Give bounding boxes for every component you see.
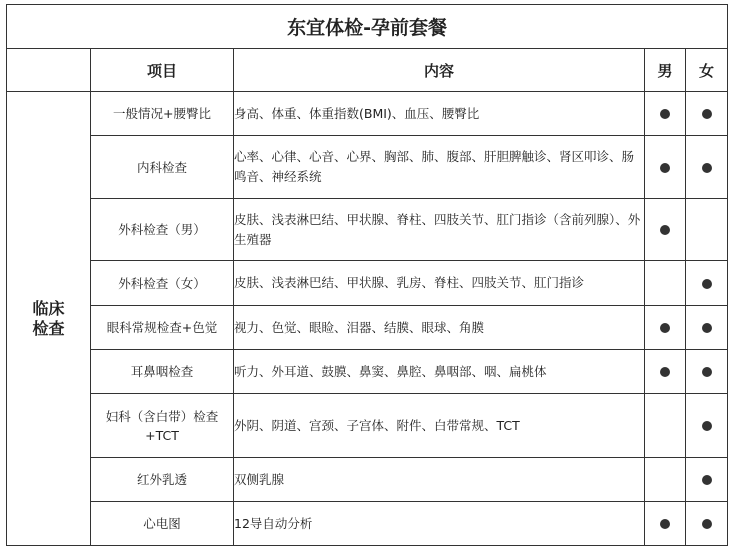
male-mark-cell [645,199,686,261]
included-dot-icon [702,163,712,173]
table-row [7,136,728,199]
table-row [7,199,728,261]
included-dot-icon [702,109,712,119]
item-cell: 红外乳透 [91,458,234,502]
content-cell: 听力、外耳道、鼓膜、鼻窦、鼻腔、鼻咽部、咽、扁桃体 [234,350,645,394]
item-cell: 眼科常规检查+色觉 [91,306,234,350]
included-dot-icon [702,323,712,333]
table-row [7,502,728,546]
included-dot-icon [660,109,670,119]
content-cell: 身高、体重、体重指数(BMI)、血压、腰臀比 [234,92,645,136]
item-cell: 妇科（含白带）检查+TCT [91,394,234,458]
table-row [7,350,728,394]
included-dot-icon [660,367,670,377]
header-female: 女 [686,49,728,92]
male-mark-cell [645,92,686,136]
table-row [7,92,728,136]
package-table [6,4,728,546]
female-mark-cell [686,261,728,306]
female-mark-cell [686,458,728,502]
category-cell: 临床 检查 [7,92,91,546]
female-mark-cell [686,394,728,458]
male-mark-cell [645,136,686,199]
included-dot-icon [660,519,670,529]
content-cell: 视力、色觉、眼睑、泪器、结膜、眼球、角膜 [234,306,645,350]
male-mark-cell [645,502,686,546]
item-cell: 心电图 [91,502,234,546]
header-item: 项目 [91,49,234,92]
female-mark-cell [686,306,728,350]
included-dot-icon [660,225,670,235]
included-dot-icon [702,519,712,529]
included-dot-icon [702,367,712,377]
male-mark-cell [645,261,686,306]
table-row [7,261,728,306]
content-cell: 外阴、阴道、宫颈、子宫体、附件、白带常规、TCT [234,394,645,458]
content-cell: 皮肤、浅表淋巴结、甲状腺、脊柱、四肢关节、肛门指诊（含前列腺）、外生殖器 [234,199,645,261]
included-dot-icon [702,421,712,431]
male-mark-cell [645,350,686,394]
table-row [7,458,728,502]
table-body [7,92,728,546]
female-mark-cell [686,136,728,199]
included-dot-icon [702,475,712,485]
table-row [7,306,728,350]
included-dot-icon [660,163,670,173]
male-mark-cell [645,306,686,350]
header-category [7,49,91,92]
female-mark-cell [686,92,728,136]
included-dot-icon [702,279,712,289]
female-mark-cell [686,350,728,394]
item-cell: 外科检查（女） [91,261,234,306]
content-cell: 皮肤、浅表淋巴结、甲状腺、乳房、脊柱、四肢关节、肛门指诊 [234,261,645,306]
included-dot-icon [660,323,670,333]
table-row [7,394,728,458]
male-mark-cell [645,394,686,458]
female-mark-cell [686,199,728,261]
content-cell: 12导自动分析 [234,502,645,546]
male-mark-cell [645,458,686,502]
content-cell: 双侧乳腺 [234,458,645,502]
item-cell: 外科检查（男） [91,199,234,261]
item-cell: 耳鼻咽检查 [91,350,234,394]
item-cell: 一般情况+腰臀比 [91,92,234,136]
header-content: 内容 [234,49,645,92]
header-male: 男 [645,49,686,92]
table-title: 东宜体检-孕前套餐 [7,5,728,49]
content-cell: 心率、心律、心音、心界、胸部、肺、腹部、肝胆脾触诊、肾区叩诊、肠鸣音、神经系统 [234,136,645,199]
item-cell: 内科检查 [91,136,234,199]
female-mark-cell [686,502,728,546]
